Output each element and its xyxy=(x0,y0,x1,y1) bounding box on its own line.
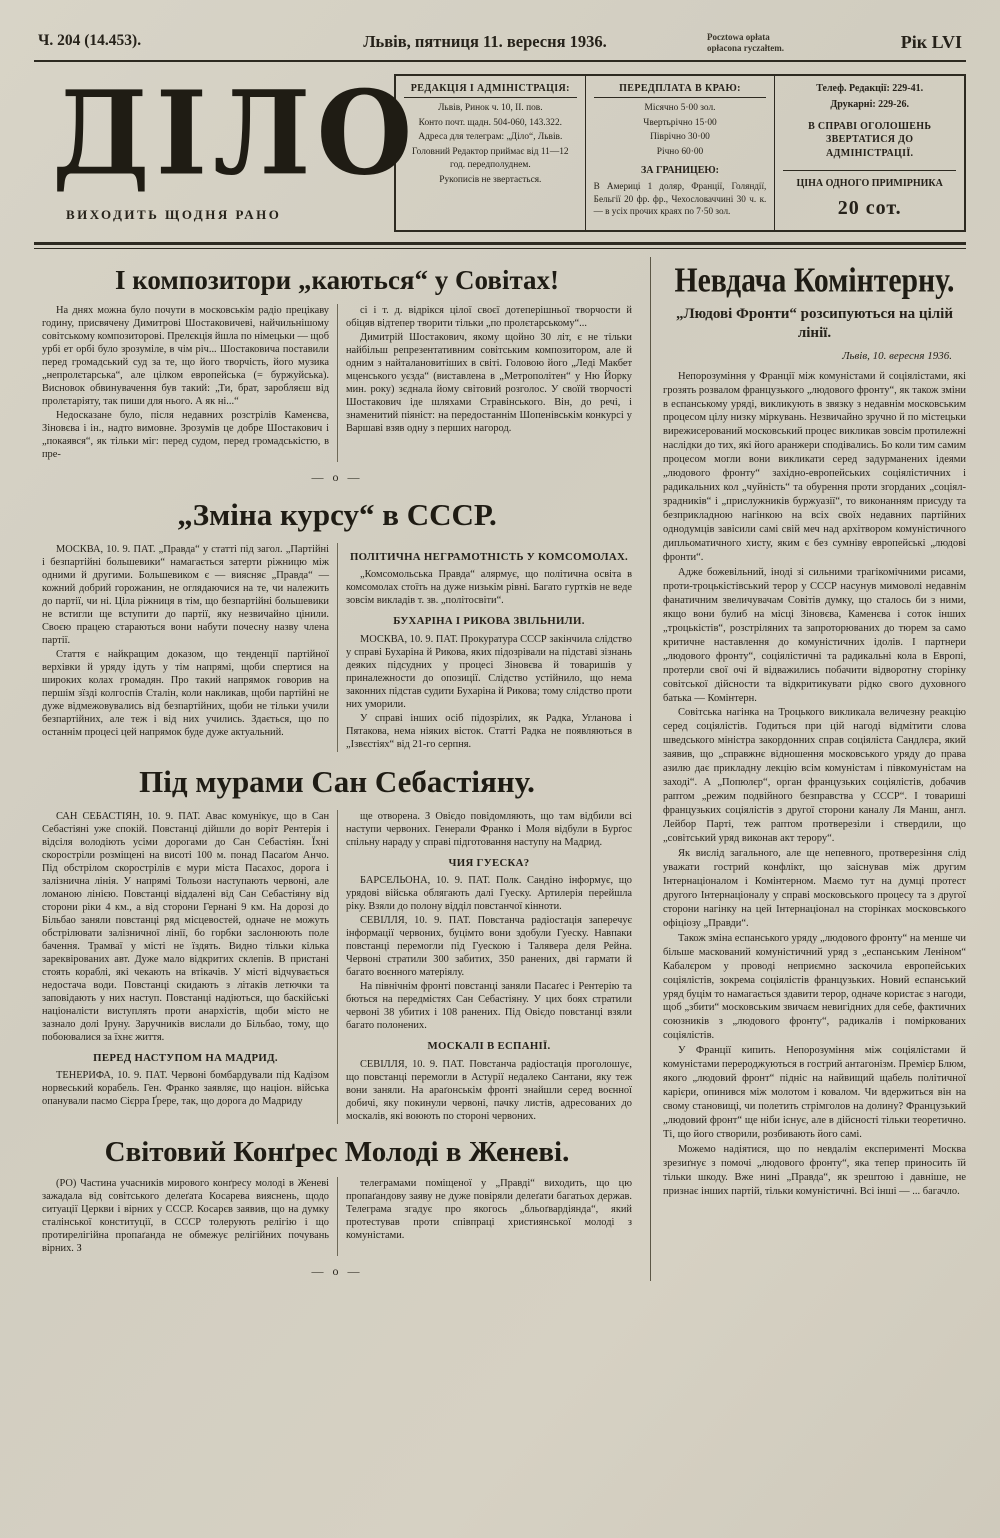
text-line: Рукописів не звертається. xyxy=(439,174,542,185)
text-line: Адже божевільний, іноді зі сильними трагікомічними рисами, проти-троцькістівський терор у СССР насунув мимоволі недавнім фанатичним звеличувачам Совітів думку, що сталось би з ними, якщо вони булиб на місці Зіновєва, Каменєва і соток інших „троцькістів“, розстріляних та запроторюваних до тюрем за само критичне наставлення до комуністичних ідолів. І партнери „людового фронту“, соціялістичні та радикальні кола в Европі, протерли свої очі й відважились побачити відворотну сторінку совітської дійсности та відкритикувати рідко свого духовного батька — Комінтерн. xyxy=(663,566,966,704)
subscription-box xyxy=(585,76,775,230)
article-title: Під мурами Сан Себастіяну. xyxy=(139,763,535,799)
article-column-1 xyxy=(34,810,337,1124)
text-line: Непорозуміння у Франції між комуністами й соціялістами, які грозять розвалом французького „людового фронту“, як також зміни в еспанському уряді, викликують в звязку з недавнім московським процесом цілу низку міркувань. Незвичайно зручно й по містецьки вирежисерований московський процес викликав зовсім протилежні наслідки до тих, які його аранжери сподівались. Бо коли тим самим процесом могли вони викликати серед задурманених ідеями „людового фронту“ західно-европейських соціялістичних і радикальних кол „чуйність“ та обурення проти згорданих „соціял-зрадників“ і „прислужників буржуазії“, то виконанням присуду та безприкладною нагінкою на всіх своїх недавних партійних однодумців завісили самі свій меч над архітвором комуністичного дипльоматичного хисту, яким є без сумніву европейські „людові фронти“. xyxy=(663,370,966,563)
masthead-info-boxes xyxy=(394,74,966,232)
phone-print: Друкарні: 229-26. xyxy=(830,99,910,111)
article-column-2 xyxy=(337,304,640,462)
text-line: У Франції кипить. Непорозуміння між соціялістами й комуністами перероджуються в гострий антагонізм. Премієр Блюм, якого „людовий фронт“ підніс на найвищий щабель політичної карієри, опинився між молотом і ковалом. Чи вдержиться він на свому становищі, чи полетить стрімголов на долину? Французький „людовий фронт“ ще ніби існує, але в дійсності тільки теоретично. Ті, що його створили, розбивають його самі. xyxy=(663,1045,966,1141)
editorial-box-lines xyxy=(404,102,577,186)
article-title: „Зміна курсу“ в СССР. xyxy=(177,496,497,532)
text-line: (РО) Частина учасників мирового конґресу молоді в Женеві зажадала від совітського делеґата Косарева вияснень, щодо ситуації Церкви і вірних у СССР. Косарєв заявив, що на думку сталінської конституції, в СССР толерують релігію і що протирелігійна пропаґанда не обмежує релігійних почувань вірних. З xyxy=(42,1177,329,1254)
masthead xyxy=(34,62,966,242)
abroad-note: В Америці 1 доляр, Франції, Голяндії, Бельгії 20 фр. фр., Чехословаччині 30 ч. к. — в усіх прочих краях по 7·50 зол. xyxy=(593,181,767,217)
copy-price: 20 сот. xyxy=(837,196,902,219)
text-line: МОСКВА, 10. 9. ПАТ. Прокуратура СССР закінчила слідство у справі Бухаріна й Рикова, яких підозрівали на підставі зізнань деяких підсудних у процесі Зіновєва й товаришів у приналежности до опозиції. Слідство устійнило, що нема законних підстав судити Бухаріна й Рикова; тому слідство проти них уморили. xyxy=(346,633,632,710)
article-column-2 xyxy=(337,543,640,752)
article-subhead: ПОЛІТИЧНА НЕГРАМОТНІСТЬ У КОМСОМОЛАХ. xyxy=(349,550,629,563)
postal-note xyxy=(707,32,867,54)
text-line: Димитрій Шостакович, якому щойно 30 літ, є не тільки найбільш репрезентативним совітським композитором, але й одним з найталановитіших в світі. Головою його „Леді Макбет мценського уєзда“ (виставлена в „Метрополітен“ у Ню Йорку мин. року) зєднала йому світовий розголос. У своїй творчості Шостакович іде шляхами Стравінського. Він, до речі, і знаменитий піяніст: на передостаннім Шопенівськім конкурсі у Варшаві взяв одну з перших нагород. xyxy=(346,331,632,434)
article-title: Світовий Конґрес Молоді в Женеві. xyxy=(104,1135,570,1168)
text-line: ТЕНЕРИФА, 10. 9. ПАТ. Червоні бомбардували під Кадізом норвеський корабель. Ген. Франко заявляє, що націон. війська опанували пасмо Сієрра Ґрере, так, що дорога до Мадриду xyxy=(42,1070,329,1108)
ads-note: В СПРАВІ ОГОЛОШЕНЬ ЗВЕРТАТИСЯ ДО АДМІНІСТРАЦІЇ. xyxy=(808,120,932,159)
volume-year: Рік LVI xyxy=(900,32,962,52)
text-line: „Комсомольська Правда“ алярмує, що політична освіта в комсомолах стоїть на дуже низькім рівні. Багато гуртків не веде зовсім викладів т. зв. „політосвіти“. xyxy=(346,569,632,607)
article-dateline: Львів, 10. вересня 1936. xyxy=(842,349,952,362)
article-subhead: ЧИЯ ГУЕСКА? xyxy=(448,856,530,869)
logo-block xyxy=(34,64,419,232)
text-line: МОСКВА, 10. 9. ПАТ. „Правда“ у статті під загол. „Партійні і безпартійні большевики“ намагається затерти ріжницю між одними й другими. Большевиком є — виясняє „Правда“ — кожний добрий горожанин, не оглядаючися на те, чи належить до партії, чи ні. Ціла ріжниця в тім, що безпартійні большевики не встигли ще вступити до партії, яку незвичайно цінили. Своєю працею стараються вони набути почесну назву члена партії. xyxy=(42,543,329,646)
text-line: Совітська нагінка на Троцького викликала величезну реакцію серед соціялістів. Годиться при цій нагоді відмітити слова шведського міністра закордонних справ соціяліста Сандлєра, який заявив, що „справжнє відношення московського уряду до права азилю дає прикладну лекцію всім комуністам і півкомуністам на заході“. А „Попюлєр“, орган французьких соціялістів, добачив раптом „режим подвійного безправства у СССР“. І товариші французьких соціялістів з другої сторони каналу Ля Манш, англ. Лейбор Парті, теж раптом протверезіли і ствердили, що „совітський уряд виконав акт терору“. xyxy=(663,707,966,845)
subscription-box-title: ПЕРЕДПЛАТА В КРАЮ: xyxy=(594,82,767,99)
article-columns xyxy=(34,1177,640,1256)
newspaper-logo: ДІЛО xyxy=(52,64,419,201)
left-articles-zone xyxy=(34,257,640,1281)
contacts-box xyxy=(774,76,964,230)
text-line: Місячно 5·00 зол. xyxy=(644,103,716,114)
article-title: Невдача Комінтерну. xyxy=(674,260,955,300)
text-line: СЕВІЛЛЯ, 10. 9. ПАТ. Повстанча радіостація проголошує, що повстанці перемогли в Астурії недалеко Сантани, яку теж вони заняли. На араґонськім фронті знайшли серед воєнної добичі, яку покинули червоні, пачку листів, адресованих до москалів, які воюють по стороні червоних. xyxy=(346,1058,632,1122)
text-line: БАРСЕЛЬОНА, 10. 9. ПАТ. Полк. Сандіно інформує, що урядові війська облягають далі Гуеску. Артилерія перейшла ріку. Взяли до полону відділ повстанчої кінноти. xyxy=(346,875,632,913)
section-ornament: — о — xyxy=(311,1263,363,1278)
text-line: Також зміна еспанського уряду „людового фронту“ на менше чи більше маскований комуністичний уряд з „еспанським Леніном“ Кабалєром у проводі неприємно заскочила европейських соціялістів, зокрема соціялістів французьких. Новий еспанський уряд буцім то намагається здавити терор, одначе користає з нагоди, щоб „збити“ московським звичаєм невигідних для себе, фактичних союзників з „людового фронту“, радикалів і поміркованих соціялістів. xyxy=(663,932,966,1042)
text-line: ще отворена. З Овієдо повідомляють, що там відбили всі наступи червоних. Генерали Франко і Моля відбули в Бурґос спільну нараду у справі підготовання наступу на Мадрид. xyxy=(346,810,632,848)
article-columns xyxy=(34,810,640,1124)
postal-line2: opłacona ryczałtem. xyxy=(707,42,784,53)
text-line: Піврічно 30·00 xyxy=(650,132,710,143)
text-line: Можемо надіятися, що по невдалім експерименті Москва зрезиґнує з помочі „людового фронту“, яка тепер приносить їй тільки шкоду. Вже нині „Правда“, як зрештою і давніше, не признає інших партій, тільки комуністичні. Всі інші — ... багачло. xyxy=(663,1144,966,1197)
article-column-1 xyxy=(34,304,337,462)
article-subhead: МОСКАЛІ В ЕСПАНІЇ. xyxy=(427,1040,551,1053)
article-columns xyxy=(34,304,640,462)
text-line: САН СЕБАСТІЯН, 10. 9. ПАТ. Авас комунікує, що в Сан Себастіяні уже спокій. Повстанці дійшли до воріт Рентерія і відсіля володіють усіми дорогами до Сан Себастіян. Їхні скоростріли розміщені на висоті 100 м. понад Пасаґом Анчо. Під обстрілом скорострілів є мури міста Пасахос, дорога і залізнична лінія. У напрямі Тольози наступають червоні, але ломаною лінією. Повстанці віддалені від Сан Себастіяну від сторони ріки 4 км., а від сторони Гернані 9 км. На дорозі до Більбао заняли повстанці ряд місцевостей, одначе не можуть обстрілювати залізничної лінії, бо горбки заслонюють поле бачення. Трамваї у місті не їздять. Видно тільки кілька зареквірованих авт. Дуже мало відкритих склепів. В пристані стоять кораблі, які чекають на втікачів. У місті відчувається недостача води. Повстанці скидають з літаків летючки та заповідають у них наступ. Повстанці надіються, що баскійські націоналісти виступлять проти анархістів, щоби місто не зазнало долі Іруну. Заручників вислали до Більбао, тому, що побоювалися за їхнє життя. xyxy=(42,810,329,1043)
text-line: Конто почт. щадн. 504-060, 143.322. xyxy=(418,117,563,128)
text-line: Річно 60·00 xyxy=(656,147,704,158)
article-subtitle: „Людові Фронти“ розсипуються на цілій лінії. xyxy=(676,305,953,342)
article-title: І композитори „каються“ у Совітах! xyxy=(114,264,560,295)
article-composers xyxy=(34,265,640,485)
price-label: ЦІНА ОДНОГО ПРИМІРНИКА xyxy=(783,170,956,191)
text-line: СЕВІЛЛЯ, 10. 9. ПАТ. Повстанча радіостація заперечує інформації червоних, буцімто вони здобули Гуеску. Навпаки повстанці перемогли під Гуескою і Талявера деля Рейна. Червоні стратили 300 забитих, 350 ранених, дві гармати й багато воєнного матеріялу. xyxy=(346,915,632,979)
text-line: Стаття є найкращим доказом, що тенденції партійної верхівки й уряду ідуть у тім напрямі, щоби спертися на широких колах громадян. Про такий напрямок говорив на першім зїзді колгоспів Сталін, коли накликав, щоби партійні не дуже відмежовувались від безпартійних, щоби не тільки учили безпартійних, але теж і від них учились. Здається, що по останнім процесі цей напрямок буде дуже актуальний. xyxy=(42,648,329,738)
section-ornament: — о — xyxy=(311,469,363,484)
masthead-divider xyxy=(34,242,966,249)
topbar xyxy=(34,30,966,62)
text-line: У справі інших осіб підозрілих, як Радка, Угланова і Пятакова, нема ніяких вісток. Статті Радка не появляються в „Ізвєстіях“ від 21-го серпня. xyxy=(346,712,632,750)
article-column-1 xyxy=(34,543,337,752)
right-article-zone xyxy=(650,257,966,1281)
text-line: Львів, Ринок ч. 10, II. пов. xyxy=(438,103,543,114)
article-kurs xyxy=(34,497,640,752)
article-komintern xyxy=(663,260,966,1199)
date-line: Львів, пятниця 11. вересня 1936. xyxy=(363,32,607,51)
abroad-title: ЗА ГРАНИЦЕЮ: xyxy=(641,164,720,176)
article-body xyxy=(663,370,966,1199)
article-column-2 xyxy=(337,1177,640,1256)
text-line: сі і т. д. відрікся цілої своєї дотеперішньої творчости й обіцяв відтепер творити тільки „по пролєтарському“... xyxy=(346,304,632,329)
page-body xyxy=(34,257,966,1281)
article-subhead: БУХАРІНА І РИКОВА ЗВІЛЬНИЛИ. xyxy=(393,615,585,628)
article-columns xyxy=(34,543,640,752)
text-line: Головний Редактор приймає від 11—12 год. передполуднем. xyxy=(412,147,569,170)
issue-number: Ч. 204 (14.453). xyxy=(38,32,142,49)
postal-line1: Pocztowa opłata xyxy=(707,32,770,42)
text-line: Недосказане було, після недавних розстрілів Каменєва, Зіновєва і ін., надто вимовне. Зрозумів це добре Шостакович і „покаявся“, як тільки міг: перед судом, перед громадськістю, в пре- xyxy=(42,409,329,460)
text-line: На північнім фронті повстанці заняли Пасаґес і Рентерію та бються на передмістях Сан Себастіяну. У цих боях стратили червоні 38 убитих і 108 ранених. Під Овієдо повстанці взяли багато полонених. xyxy=(346,981,632,1032)
article-congress xyxy=(34,1136,640,1279)
text-line: На днях можна було почути в московськім радіо прецікаву годину, присвячену Димитрові Шостаковичеві, найчильнішому совітському композиторові. Прелєкція йшла по німецьки — щоб урбі ет орбі було зрозуміле, в чім річ... Шостаковича поставили перед громадський суд за те, що його творчість, його музика „непролєтарська“, але цілком европейська (= буржуйська). Висновок обвинувачення був такий: „Ти, брат, заробляєш від пролєтаріяту, так пиши для нього. А як ні...“ xyxy=(42,304,329,407)
text-line: Адреса для телеграм: „Діло“, Львів. xyxy=(418,132,563,143)
editorial-box-title: РЕДАКЦІЯ І АДМІНІСТРАЦІЯ: xyxy=(404,82,577,99)
text-line: Чвертьрічно 15·00 xyxy=(643,117,717,128)
subscription-rates xyxy=(594,102,767,159)
text-line: телеграмами поміщеної у „Правді“ виходить, що цю пропаґандову заяву не дуже повіряли делеґати багатьох держав. Телеграма згадує про якогось „бльоґвардіянда“, який протестував проти співпраці християнської молоді з комуністами. xyxy=(346,1177,632,1241)
article-column-2 xyxy=(337,810,640,1124)
editorial-box xyxy=(396,76,585,230)
text-line: Як вислід загального, але ще непевного, протверезіння слід уважати гострий конфлікт, що заіснував між другим Інтернаціоналом і Комінтерном. Маємо тут на думці протест другого Інтернаціоналу у справі московського процесу та з другої сторони нагінку на цей Інтернаціонал на сторінках московського офіціозу „Правди“. xyxy=(663,848,966,929)
article-subhead: ПЕРЕД НАСТУПОМ НА МАДРИД. xyxy=(93,1051,278,1064)
tagline: ВИХОДИТЬ ЩОДНЯ РАНО xyxy=(66,206,282,222)
phone-editorial: Телеф. Редакції: 229-41. xyxy=(816,82,924,94)
article-column-1 xyxy=(34,1177,337,1256)
article-sebastian xyxy=(34,764,640,1124)
